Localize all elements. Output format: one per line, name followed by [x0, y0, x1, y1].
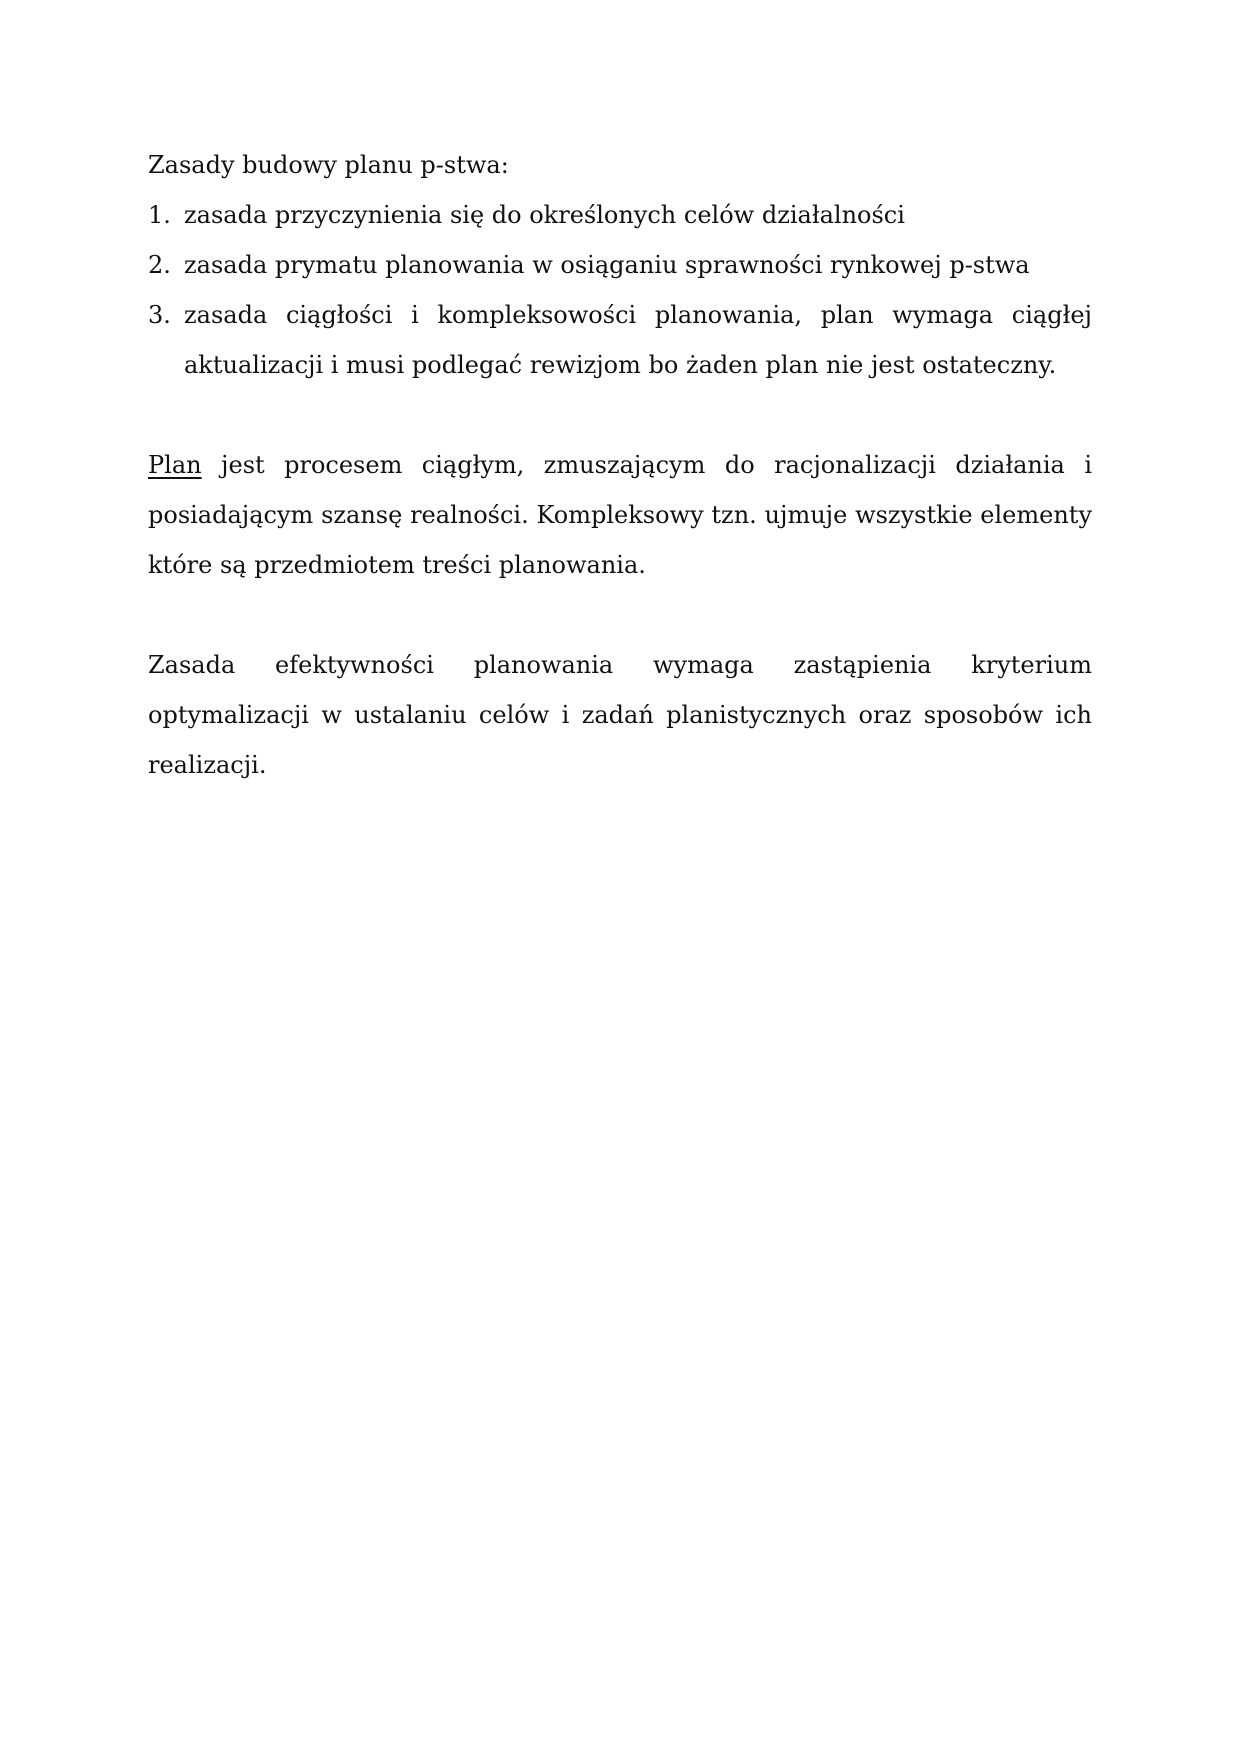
list-item-text: zasada prymatu planowania w osiąganiu sprawności rynkowej p-stwa — [184, 251, 1030, 279]
list-item-text: zasada ciągłości i kompleksowości planowania, plan wymaga ciągłej aktualizacji i musi podlegać rewizjom bo żaden plan nie jest ostateczny. — [184, 301, 1092, 379]
list-item-number: 2. — [148, 251, 171, 279]
list-item-number: 3. — [148, 301, 171, 329]
plan-paragraph-text: jest procesem ciągłym, zmuszającym do racjonalizacji działania i posiadającym szansę realności. Kompleksowy tzn. ujmuje wszystkie elementy które są przedmiotem treści planowania. — [148, 451, 1092, 579]
plan-paragraph — [148, 440, 1092, 590]
list-item-number: 1. — [148, 201, 171, 229]
list-item — [148, 290, 1092, 390]
paragraph-spacer — [148, 590, 1092, 640]
section-heading: Zasady budowy planu p-stwa: — [148, 151, 509, 179]
list-item-text: zasada przyczynienia się do określonych celów działalności — [184, 201, 905, 229]
underlined-term: Plan — [148, 451, 202, 479]
document-body — [148, 140, 1092, 790]
paragraph-spacer — [148, 390, 1092, 440]
list-item — [148, 190, 1092, 240]
rules-list — [148, 190, 1092, 390]
efficiency-paragraph: Zasada efektywności planowania wymaga zastąpienia kryterium optymalizacji w ustalaniu celów i zadań planistycznych oraz sposobów ich realizacji. — [148, 651, 1092, 779]
list-item — [148, 240, 1092, 290]
